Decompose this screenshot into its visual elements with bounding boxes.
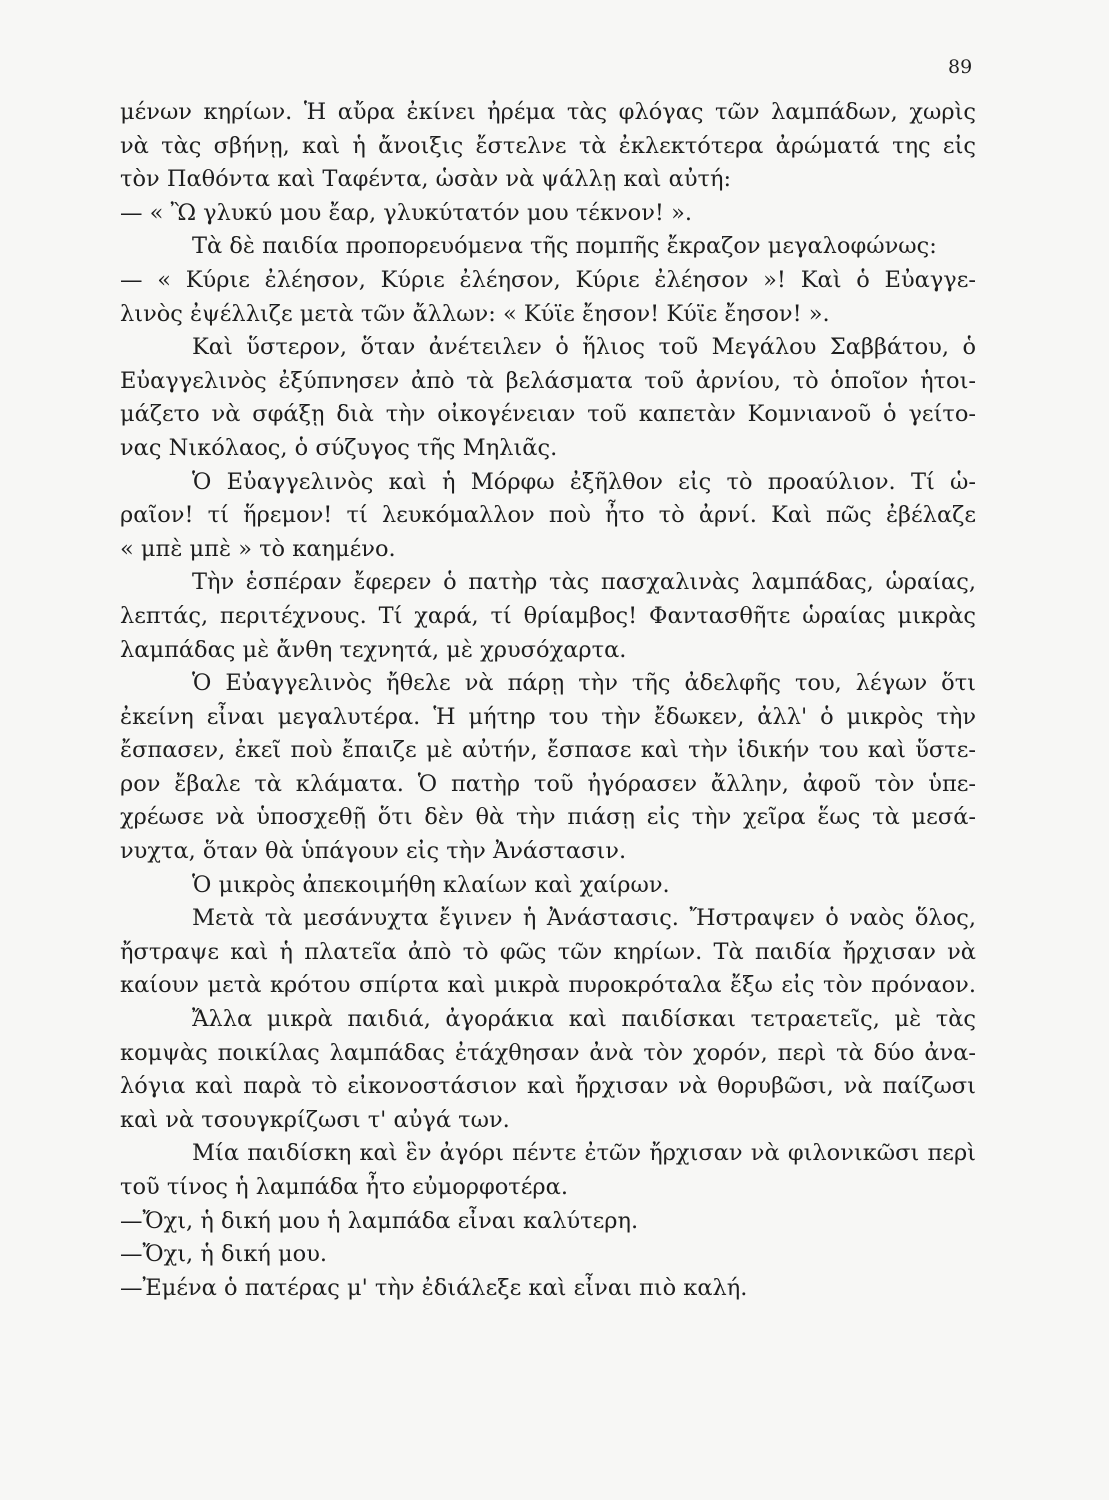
text-line: νυχτα, ὅταν θὰ ὑπάγουν εἰς τὴν Ἀνάστασιν.	[120, 838, 627, 865]
text-line: ἔσπασεν, ἐκεῖ ποὺ ἔπαιζε μὲ αὐτήν, ἔσπασε καὶ τὴν ἰδικήν του καὶ ὕστε-	[120, 737, 976, 764]
text-line: νὰ τὰς σβήνῃ, καὶ ἡ ἄνοιξις ἔστελνε τὰ ἐκλεκτότερα ἀρώματά της εἰς	[120, 132, 976, 159]
text-line: —Ἐμένα ὁ πατέρας μ' τὴν ἐδιάλεξε καὶ εἶναι πιὸ καλή.	[120, 1274, 748, 1301]
text-line: μένων κηρίων. Ἡ αὔρα ἐκίνει ἠρέμα τὰς φλόγας τῶν λαμπάδων, χωρὶς	[120, 99, 976, 125]
text-line: καίουν μετὰ κρότου σπίρτα καὶ μικρὰ πυροκρόταλα ἔξω εἰς τὸν πρόναον.	[120, 972, 976, 999]
text-line: Ὁ μικρὸς ἀπεκοιμήθη κλαίων καὶ χαίρων.	[192, 871, 670, 898]
text-line: Ὁ Εὐαγγελινὸς ἤθελε νὰ πάρῃ τὴν τῆς ἀδελφῆς του, λέγων ὅτι	[192, 670, 976, 697]
body-text	[120, 96, 976, 1305]
text-line: — « Κύριε ἐλέησον, Κύριε ἐλέησον, Κύριε ἐλέησον »! Καὶ ὁ Εὐαγγε-	[120, 266, 976, 293]
text-line: Μία παιδίσκη καὶ ἓν ἀγόρι πέντε ἐτῶν ἤρχισαν νὰ φιλονικῶσι περὶ	[192, 1140, 976, 1167]
text-line: ρον ἔβαλε τὰ κλάματα. Ὁ πατὴρ τοῦ ἠγόρασεν ἄλλην, ἀφοῦ τὸν ὑπε-	[120, 770, 976, 797]
text-line: ἐκείνη εἶναι μεγαλυτέρα. Ἡ μήτηρ του τὴν ἔδωκεν, ἀλλ' ὁ μικρὸς τὴν	[120, 703, 976, 730]
text-line: τὸν Παθόντα καὶ Ταφέντα, ὡσὰν νὰ ψάλλῃ καὶ αὐτή:	[120, 166, 732, 193]
text-line: μάζετο νὰ σφάξῃ διὰ τὴν οἰκογένειαν τοῦ καπετὰν Κομνιανοῦ ὁ γείτο-	[120, 401, 976, 428]
text-line: Εὐαγγελινὸς ἐξύπνησεν ἀπὸ τὰ βελάσματα τοῦ ἀρνίου, τὸ ὁποῖον ἡτοι-	[120, 367, 976, 394]
text-line: λαμπάδας μὲ ἄνθη τεχνητά, μὲ χρυσόχαρτα.	[120, 636, 627, 663]
text-line: Τὴν ἑσπέραν ἔφερεν ὁ πατὴρ τὰς πασχαλινὰς λαμπάδας, ὡραίας,	[192, 569, 976, 596]
text-line: —Ὄχι, ἡ δική μου ἡ λαμπάδα εἶναι καλύτερη.	[120, 1207, 639, 1234]
text-line: λινὸς ἐψέλλιζε μετὰ τῶν ἄλλων: « Κύϊε ἔησον! Κύϊε ἔησον! ».	[120, 300, 830, 327]
text-line: λόγια καὶ παρὰ τὸ εἰκονοστάσιον καὶ ἤρχισαν νὰ θορυβῶσι, νὰ παίζωσι	[120, 1073, 976, 1100]
text-line: τοῦ τίνος ἡ λαμπάδα ἦτο εὐμορφοτέρα.	[120, 1174, 568, 1200]
text-line: Καὶ ὕστερον, ὅταν ἀνέτειλεν ὁ ἥλιος τοῦ Μεγάλου Σαββάτου, ὁ	[192, 334, 976, 361]
text-line: νας Νικόλαος, ὁ σύζυγος τῆς Μηλιᾶς.	[120, 434, 558, 461]
text-line: λεπτάς, περιτέχνους. Τί χαρά, τί θρίαμβος! Φαντασθῆτε ὡραίας μικρὰς	[120, 602, 976, 629]
text-line: ἤστραψε καὶ ἡ πλατεῖα ἀπὸ τὸ φῶς τῶν κηρίων. Τὰ παιδία ἤρχισαν νὰ	[120, 938, 976, 965]
text-line: Ὁ Εὐαγγελινὸς καὶ ἡ Μόρφω ἐξῆλθον εἰς τὸ προαύλιον. Τί ὡ-	[192, 468, 976, 495]
text-line: Ἄλλα μικρὰ παιδιά, ἀγοράκια καὶ παιδίσκαι τετραετεῖς, μὲ τὰς	[192, 1006, 976, 1033]
text-line: —Ὄχι, ἡ δική μου.	[120, 1241, 328, 1268]
text-line: Μετὰ τὰ μεσάνυχτα ἔγινεν ἡ Ἀνάστασις. Ἤστραψεν ὁ ναὸς ὅλος,	[192, 905, 976, 932]
text-line: Τὰ δὲ παιδία προπορευόμενα τῆς πομπῆς ἔκραζον μεγαλοφώνως:	[192, 233, 937, 260]
text-line: ραῖον! τί ἥρεμον! τί λευκόμαλλον ποὺ ἦτο τὸ ἀρνί. Καὶ πῶς ἐβέλαζε	[120, 502, 976, 529]
text-line: — « Ὢ γλυκύ μου ἔαρ, γλυκύτατόν μου τέκνον! ».	[120, 199, 693, 226]
text-line: κομψὰς ποικίλας λαμπάδας ἐτάχθησαν ἀνὰ τὸν χορόν, περὶ τὰ δύο ἀνα-	[120, 1039, 976, 1066]
page-number: 89	[948, 56, 973, 78]
text-line: « μπὲ μπὲ » τὸ καημένο.	[120, 535, 396, 562]
text-line: καὶ νὰ τσουγκρίζωσι τ' αὐγά των.	[120, 1106, 510, 1133]
text-line: χρέωσε νὰ ὑποσχεθῇ ὅτι δὲν θὰ τὴν πιάσῃ εἰς τὴν χεῖρα ἕως τὰ μεσά-	[120, 804, 976, 831]
